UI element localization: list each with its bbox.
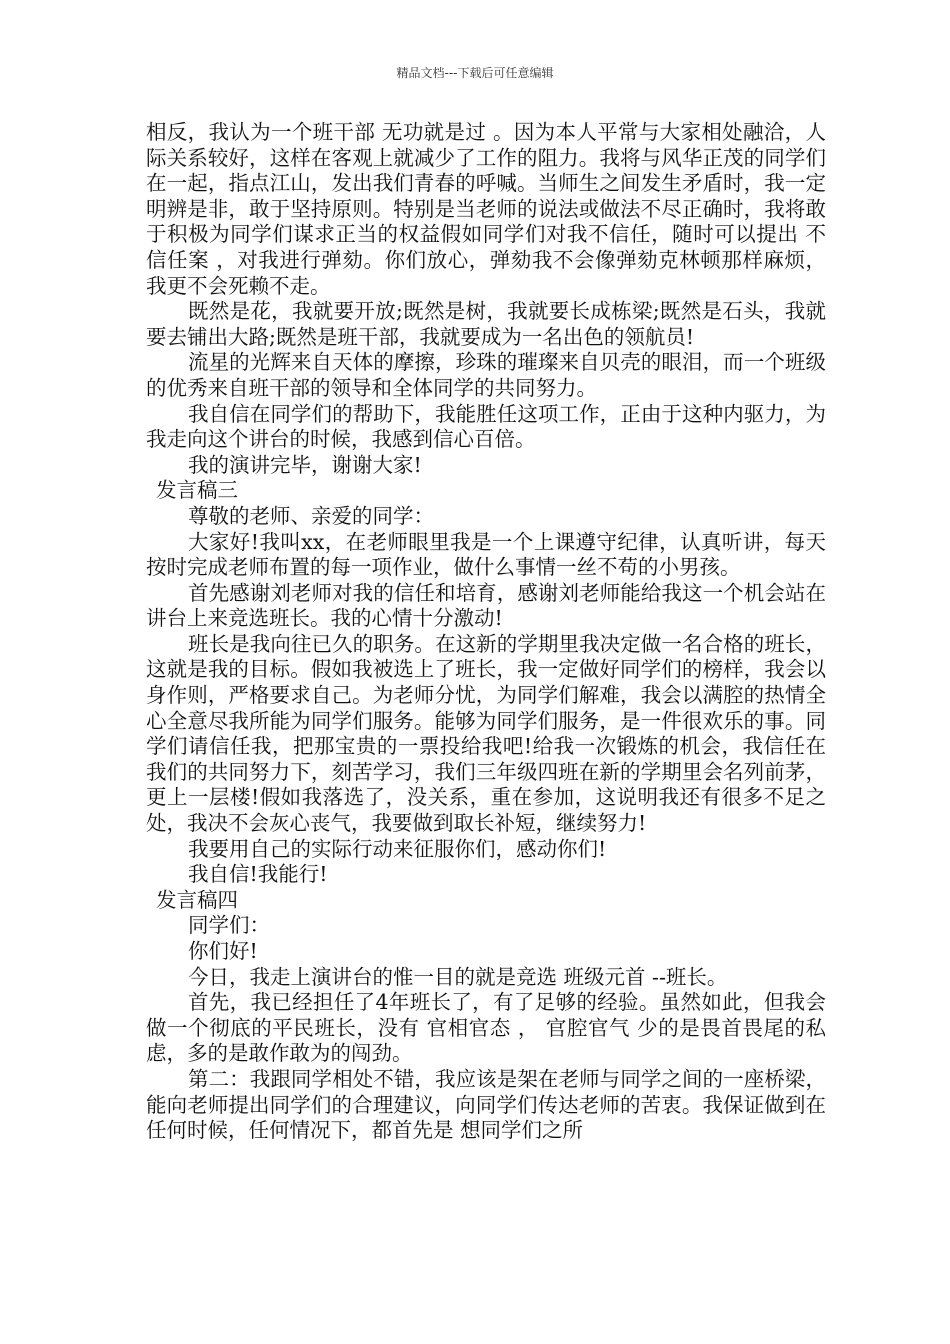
paragraph: 我自信在同学们的帮助下，我能胜任这项工作，正由于这种内驱力，为我走向这个讲台的时候，我感到信心百倍。 xyxy=(146,401,826,452)
paragraph: 我的演讲完毕，谢谢大家! xyxy=(188,452,422,477)
section-heading: 发言稿四 xyxy=(156,887,238,912)
paragraph: 既然是花，我就要开放;既然是树，我就要长成栋梁;既然是石头，我就要去铺出大路;既然是班干部，我就要成为一名出色的领航员! xyxy=(146,299,826,349)
paragraph: 首先感谢刘老师对我的信任和培育，感谢刘老师能给我这一个机会站在讲台上来竞选班长。我的心情十分激动! xyxy=(146,580,826,631)
paragraph: 流星的光辉来自天体的摩擦，珍珠的璀璨来自贝壳的眼泪，而一个班级的优秀来自班干部的领导和全体同学的共同努力。 xyxy=(146,350,826,400)
paragraph: 你们好! xyxy=(188,939,258,963)
paragraph: 同学们： xyxy=(188,913,270,938)
paragraph: 班长是我向往已久的职务。在这新的学期里我决定做一名合格的班长，这就是我的目标。假如我被选上了班长，我一定做好同学们的榜样，我会以身作则，严格要求自己。为老师分忧，为同学们解难，我会以满腔的热情全心全意尽我所能为同学们服务。能够为同学们服务，是一件很欢乐的事。同学们请信任我，把那宝贵的一票投给我吧!给我一次锻炼的机会，我信任在我们的共同努力下，刻苦学习，我们三年级四班在新的学期里会名列前茅，更上一层楼!假如我落选了，没关系，重在参加，这说明我还有很多不足之处，我决不会灰心丧气，我要做到取长补短，继续努力! xyxy=(146,631,826,836)
document-body xyxy=(146,120,826,1144)
paragraph: 我要用自己的实际行动来征服你们，感动你们! xyxy=(188,836,607,861)
paragraph: 首先，我已经担任了4年班长了，有了足够的经验。虽然如此，但我会做一个彻底的平民班长，没有 官相官态 ， 官腔官气 少的是畏首畏尾的私虑，多的是敢作敢为的闯劲。 xyxy=(146,990,826,1066)
paragraph: 今日，我走上演讲台的惟一目的就是竞选 班级元首 --班长。 xyxy=(188,964,728,989)
paragraph: 相反，我认为一个班干部 无功就是过 。因为本人平常与大家相处融洽，人际关系较好，这样在客观上就减少了工作的阻力。我将与风华正茂的同学们在一起，指点江山，发出我们青春的呼喊。当师生之间发生矛盾时，我一定明辨是非，敢于坚持原则。特别是当老师的说法或做法不尽正确时，我将敢于积极为同学们谋求正当的权益假如同学们对我不信任，随时可以提出 不信任案 ，对我进行弹劾。你们放心，弹劾我不会像弹劾克林顿那样麻烦，我更不会死赖不走。 xyxy=(146,120,826,298)
paragraph: 尊敬的老师、亲爱的同学： xyxy=(188,503,434,528)
page-header: 精品文档---下载后可任意编辑 xyxy=(396,66,554,80)
section-heading: 发言稿三 xyxy=(156,478,238,503)
paragraph: 第二：我跟同学相处不错，我应该是架在老师与同学之间的一座桥梁，能向老师提出同学们的合理建议，向同学们传达老师的苦衷。我保证做到在任何时候，任何情况下，都首先是 想同学们之所 xyxy=(146,1066,826,1143)
paragraph: 我自信!我能行! xyxy=(188,862,328,887)
paragraph: 大家好!我叫xx，在老师眼里我是一个上课遵守纪律，认真听讲，每天按时完成老师布置的每一项作业，做什么事情一丝不苟的小男孩。 xyxy=(146,529,826,580)
